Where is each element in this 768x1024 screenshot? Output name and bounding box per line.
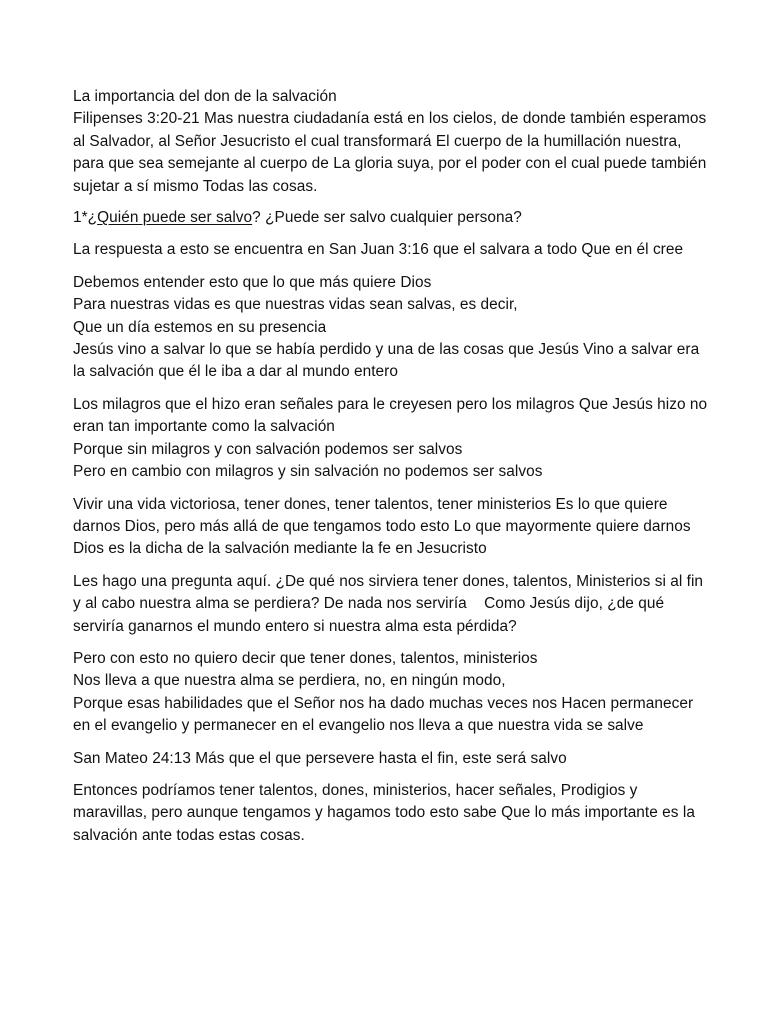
paragraph-god-wants <box>73 272 713 384</box>
paragraph-line: Que un día estemos en su presencia <box>73 318 327 336</box>
paragraph-line: Para nuestras vidas es que nuestras vidas sean salvas, es decir, <box>73 296 518 314</box>
paragraph-answer: La respuesta a esto se encuentra en San Juan 3:16 que el salvara a todo Que en él cree <box>73 241 684 259</box>
question-1 <box>73 207 713 229</box>
paragraph-conclusion: Entonces podríamos tener talentos, dones, ministerios, hacer señales, Prodigios y maravillas, pero aunque tengamos y hagamos todo esto sabe Que lo más importante es la salvación ante todas estas cosas. <box>73 781 695 844</box>
paragraph-line: Porque sin milagros y con salvación podemos ser salvos <box>73 440 463 458</box>
scripture-philippians: Filipenses 3:20-21 Mas nuestra ciudadanía está en los cielos, de donde también esperamos al Salvador, al Señor Jesucristo el cual transformará El cuerpo de la humillación nuestra, para que sea semejante al cuerpo de La gloria suya, por el poder con el cual puede también sujetar a sí mismo Todas las cosas. <box>73 110 707 195</box>
question-underlined: Quién puede ser salvo <box>97 209 253 227</box>
paragraph-line: Porque esas habilidades que el Señor nos ha dado muchas veces nos Hacen permanecer en el evangelio y permanecer en el evangelio nos lleva a que nuestra vida se salve <box>73 694 694 735</box>
intro-block <box>73 86 713 198</box>
question-rest: ? ¿Puede ser salvo cualquier persona? <box>252 209 522 227</box>
paragraph-victory: Vivir una vida victoriosa, tener dones, tener talentos, tener ministerios Es lo que quiere darnos Dios, pero más allá de que tengamos todo esto Lo que mayormente quiere darnos Dios es la dicha de la salvación mediante la fe en Jesucristo <box>73 495 691 558</box>
document-body <box>73 86 713 857</box>
paragraph-question: Les hago una pregunta aquí. ¿De qué nos sirviera tener dones, talentos, Ministerios si al fin y al cabo nuestra alma se perdiera? De nada nos serviría Como Jesús dijo, ¿de qué serviría ganarnos el mundo entero si nuestra alma esta pérdida? <box>73 572 708 635</box>
paragraph-line: Nos lleva a que nuestra alma se perdiera, no, en ningún modo, <box>73 672 506 690</box>
paragraph-line: Los milagros que el hizo eran señales para le creyesen pero los milagros Que Jesús hizo no eran tan importante como la salvación <box>73 395 708 436</box>
paragraph-gifts <box>73 648 713 738</box>
paragraph-line: Pero en cambio con milagros y sin salvación no podemos ser salvos <box>73 463 543 481</box>
document-title: La importancia del don de la salvación <box>73 88 337 105</box>
scripture-matthew: San Mateo 24:13 Más que el que persevere hasta el fin, este será salvo <box>73 749 567 767</box>
paragraph-line: Jesús vino a salvar lo que se había perdido y una de las cosas que Jesús Vino a salvar era la salvación que él le iba a dar al mundo entero <box>73 341 700 381</box>
paragraph-miracles <box>73 394 713 484</box>
paragraph-line: Debemos entender esto que lo que más quiere Dios <box>73 273 432 291</box>
question-number: 1*¿ <box>73 209 98 227</box>
paragraph-line: Pero con esto no quiero decir que tener dones, talentos, ministerios <box>73 649 538 667</box>
